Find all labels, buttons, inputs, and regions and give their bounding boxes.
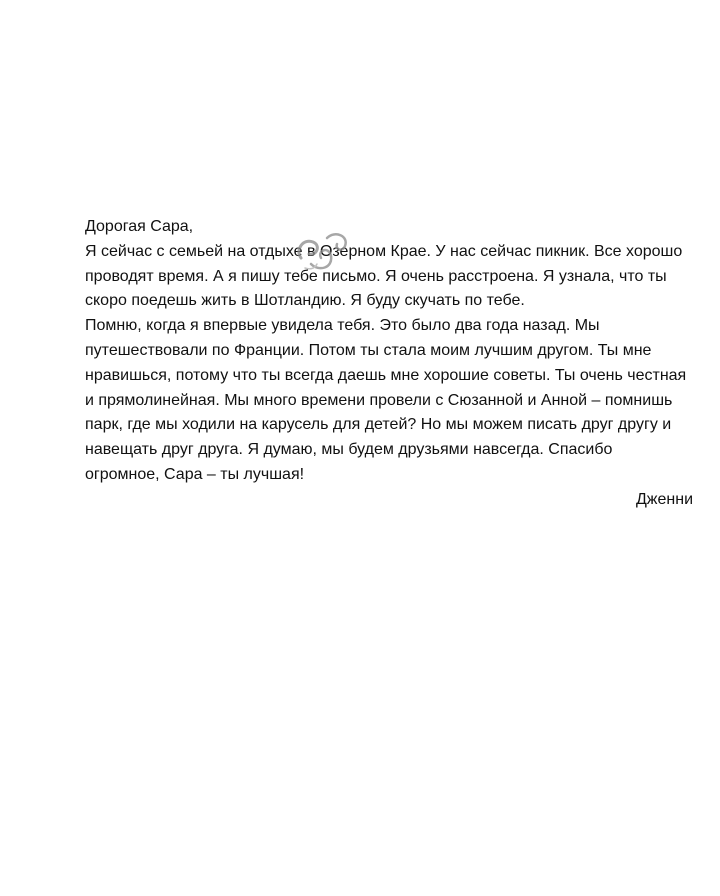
letter-line: и прямолинейная. Мы много времени провели с Сюзанной и Анной – помнишь <box>85 391 673 409</box>
letter-line: огромное, Сара – ты лучшая! <box>85 465 305 483</box>
letter-signature: Дженни <box>635 490 693 508</box>
letter-line: путешествовали по Франции. Потом ты стала моим лучшим другом. Ты мне <box>85 341 652 359</box>
letter-line: проводят время. А я пишу тебе письмо. Я очень расстроена. Я узнала, что ты <box>85 267 667 285</box>
letter-line: Помню, когда я впервые увидела тебя. Это было два года назад. Мы <box>85 317 600 335</box>
letter-line: нравишься, потому что ты всегда даешь мне хорошие советы. Ты очень честная <box>85 366 687 384</box>
letter-salutation: Дорогая Сара, <box>85 218 194 235</box>
letter-body <box>85 215 695 513</box>
letter-line: скоро поедешь жить в Шотландию. Я буду скучать по тебе. <box>85 292 525 310</box>
letter-line: парк, где мы ходили на карусель для детей? Но мы можем писать друг другу и <box>85 416 672 434</box>
letter-line: навещать друг друга. Я думаю, мы будем друзьями навсегда. Спасибо <box>85 441 613 459</box>
letter-line: Я сейчас с семьей на отдыхе в Озерном Крае. У нас сейчас пикник. Все хорошо <box>85 242 683 260</box>
